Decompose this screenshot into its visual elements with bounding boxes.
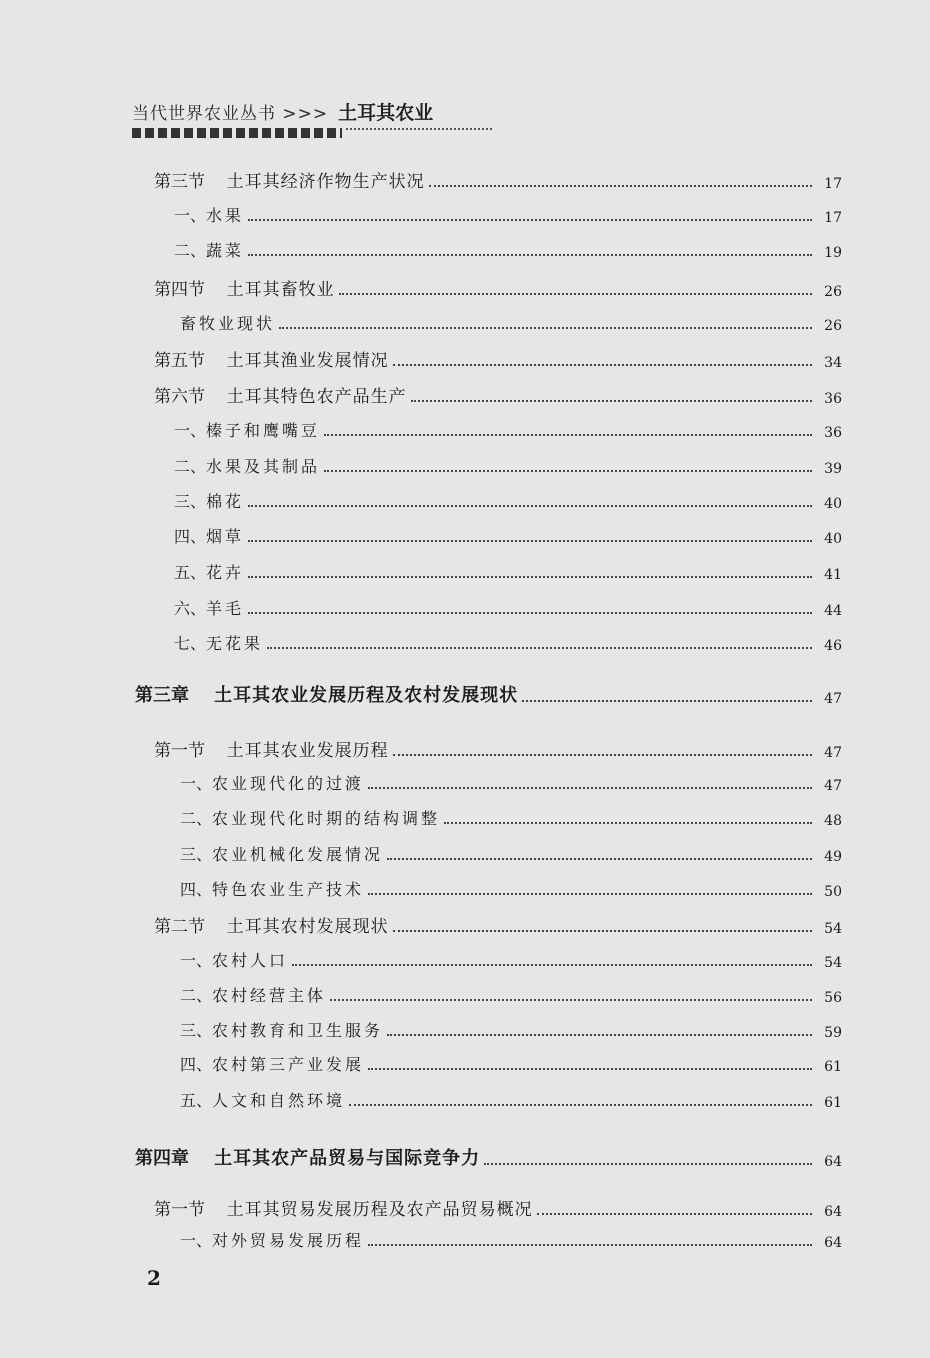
toc-entry-title [174,418,320,441]
toc-entry-title-text: 榛子和鹰嘴豆 [206,421,321,440]
toc-leader-dots [279,327,812,329]
toc-section-entry [154,912,842,937]
toc-entry-title [180,1018,383,1041]
toc-entry-number: 四、 [180,1055,213,1074]
toc-page-number: 40 [824,531,842,547]
toc-entry-title-text: 土耳其农业发展历程 [226,741,389,761]
toc-section-entry [154,382,842,407]
toc-page-number: 50 [824,884,842,900]
toc-section-entry [154,1195,842,1220]
toc-entry-title-text: 农村教育和卫生服务 [212,1021,384,1040]
book-title: 土耳其农业 [338,102,434,124]
toc-leader-dots [444,822,812,824]
toc-leader-dots [339,293,812,295]
toc-entry-title-text: 土耳其贸易发展历程及农产品贸易概况 [226,1200,533,1220]
toc-page-number: 34 [824,355,842,371]
toc-item-entry [174,489,842,512]
toc-page-number: 47 [824,778,842,794]
toc-item-entry [174,524,842,547]
toc-entry-title [174,454,320,477]
toc-entry-number: 第六节 [154,387,227,407]
toc-entry-title [154,275,335,300]
toc-leader-dots [368,1068,812,1070]
toc-page-number: 61 [824,1095,842,1111]
toc-page-number: 61 [824,1059,842,1075]
toc-item-entry [180,1018,842,1041]
header-block-bar [132,128,342,138]
toc-leader-dots [330,999,812,1001]
toc-entry-title [135,1144,480,1170]
toc-entry-title-text: 花卉 [206,563,245,582]
toc-entry-title [174,238,244,261]
toc-entry-title-text: 农村第三产业发展 [212,1055,365,1074]
toc-item-entry [180,771,842,794]
toc-entry-title [154,1195,533,1220]
toc-section-entry [154,346,842,371]
toc-entry-title [154,912,389,937]
toc-entry-number: 第三章 [135,685,215,706]
toc-entry-number: 七、 [174,634,207,653]
toc-page-number: 36 [824,425,842,441]
toc-leader-dots [349,1104,812,1106]
toc-item-entry [180,311,842,334]
toc-entry-number: 第四章 [135,1148,215,1169]
toc-entry-title-text: 土耳其畜牧业 [226,280,335,300]
toc-page-number: 40 [824,496,842,512]
toc-leader-dots [248,505,812,507]
toc-entry-title-text: 无花果 [206,634,264,653]
toc-page-number: 64 [824,1204,842,1220]
toc-entry-number: 第五节 [154,351,227,371]
toc-entry-title-text: 土耳其经济作物生产状况 [226,172,425,192]
toc-entry-title [180,983,326,1006]
toc-entry-number: 二、 [180,809,213,828]
toc-entry-number: 四、 [180,880,213,899]
toc-page-number: 26 [824,284,842,300]
toc-entry-number: 第三节 [154,172,227,192]
series-name: 当代世界农业丛书 >>> [132,104,329,124]
toc-leader-dots [324,470,812,472]
toc-entry-number: 四、 [174,527,207,546]
toc-entry-number: 第二节 [154,917,227,937]
toc-page-number: 17 [824,176,842,192]
toc-entry-number: 六、 [174,599,207,618]
toc-chapter-entry [135,1144,842,1170]
toc-entry-title [174,489,244,512]
toc-entry-title [154,382,407,407]
toc-leader-dots [387,858,812,860]
toc-item-entry [180,1052,842,1075]
toc-chapter-entry [135,681,842,707]
toc-entry-number: 一、 [174,421,207,440]
toc-item-entry [180,948,842,971]
toc-entry-number: 一、 [180,951,213,970]
toc-page-number: 56 [824,990,842,1006]
toc-leader-dots [393,930,812,932]
toc-item-entry [180,1088,842,1111]
toc-leader-dots [248,219,812,221]
toc-page-number: 46 [824,638,842,654]
toc-entry-title-text: 畜牧业现状 [180,314,276,333]
toc-entry-title-text: 农业现代化的过渡 [212,774,365,793]
toc-section-entry [154,167,842,192]
toc-entry-title-text: 对外贸易发展历程 [212,1231,365,1250]
toc-entry-number: 三、 [180,1021,213,1040]
toc-entry-title [180,948,288,971]
toc-entry-title [180,771,364,794]
toc-page-number: 44 [824,603,842,619]
toc-section-entry [154,736,842,761]
toc-entry-title-text: 土耳其渔业发展情况 [226,351,389,371]
toc-item-entry [174,631,842,654]
toc-page-number: 19 [824,245,842,261]
toc-item-entry [174,203,842,226]
toc-item-entry [180,877,842,900]
toc-entry-number: 三、 [174,492,207,511]
toc-entry-number: 第一节 [154,1200,227,1220]
page-number: 2 [147,1266,161,1290]
toc-leader-dots [324,434,812,436]
toc-leader-dots [292,964,812,966]
toc-entry-title-text: 土耳其农业发展历程及农村发展现状 [214,685,519,706]
toc-entry-title-text: 农业现代化时期的结构调整 [212,809,441,828]
toc-leader-dots [393,754,812,756]
toc-entry-number: 一、 [180,774,213,793]
toc-page-number: 47 [824,691,842,707]
toc-item-entry [180,1228,842,1251]
toc-entry-title-text: 蔬菜 [206,241,245,260]
toc-entry-number: 二、 [174,457,207,476]
toc-page-number: 54 [824,955,842,971]
toc-entry-title [154,167,425,192]
running-header [132,98,492,125]
toc-entry-title [154,736,389,761]
toc-page-number: 49 [824,849,842,865]
toc-entry-title-text: 羊毛 [206,599,245,618]
toc-entry-title [180,1088,345,1111]
toc-entry-title [180,806,440,829]
toc-entry-title-text: 水果 [206,206,245,225]
toc-page-number: 64 [824,1235,842,1251]
toc-entry-number: 第四节 [154,280,227,300]
header-rule [132,128,492,138]
toc-leader-dots [368,1244,812,1246]
toc-entry-title [180,877,364,900]
toc-entry-number: 第一节 [154,741,227,761]
toc-entry-title [135,681,518,707]
toc-page-number: 59 [824,1025,842,1041]
toc-entry-title-text: 土耳其特色农产品生产 [226,387,407,407]
toc-entry-number: 二、 [174,241,207,260]
toc-entry-title-text: 土耳其农村发展现状 [226,917,389,937]
toc-leader-dots [248,540,812,542]
toc-entry-title [174,524,244,547]
toc-page-number: 26 [824,318,842,334]
toc-entry-title [154,346,389,371]
toc-entry-title-text: 棉花 [206,492,245,511]
toc-page-number: 64 [824,1154,842,1170]
toc-entry-number: 五、 [174,563,207,582]
toc-page-number: 17 [824,210,842,226]
toc-leader-dots [393,364,812,366]
toc-leader-dots [522,700,812,702]
toc-entry-number: 一、 [174,206,207,225]
toc-item-entry [180,806,842,829]
toc-entry-title [180,311,275,334]
toc-entry-title-text: 人文和自然环境 [212,1091,346,1110]
toc-entry-title [174,560,244,583]
toc-leader-dots [387,1034,812,1036]
toc-entry-title [174,596,244,619]
toc-item-entry [174,238,842,261]
toc-item-entry [174,418,842,441]
toc-item-entry [180,842,842,865]
toc-leader-dots [429,185,812,187]
toc-entry-title [174,631,263,654]
toc-entry-title [174,203,244,226]
toc-page-number: 47 [824,745,842,761]
toc-page-number: 54 [824,921,842,937]
toc-entry-title-text: 特色农业生产技术 [212,880,365,899]
toc-page-number: 41 [824,567,842,583]
toc-entry-title-text: 农村人口 [212,951,289,970]
toc-page-number: 39 [824,461,842,477]
toc-leader-dots [368,893,812,895]
toc-leader-dots [267,647,812,649]
toc-section-entry [154,275,842,300]
toc-item-entry [174,560,842,583]
toc-entry-title-text: 农业机械化发展情况 [212,845,384,864]
toc-leader-dots [484,1163,812,1165]
toc-entry-number: 二、 [180,986,213,1005]
toc-page-number: 36 [824,391,842,407]
toc-leader-dots [537,1213,812,1215]
toc-entry-title-text: 烟草 [206,527,245,546]
toc-entry-title [180,1052,364,1075]
toc-entry-title-text: 农村经营主体 [212,986,327,1005]
toc-item-entry [180,983,842,1006]
toc-item-entry [174,454,842,477]
toc-entry-number: 五、 [180,1091,213,1110]
toc-entry-number: 一、 [180,1231,213,1250]
header-dotted-line [346,128,492,130]
toc-leader-dots [248,612,812,614]
toc-entry-number: 三、 [180,845,213,864]
toc-item-entry [174,596,842,619]
toc-entry-title [180,1228,364,1251]
toc-entry-title [180,842,383,865]
toc-entry-title-text: 土耳其农产品贸易与国际竞争力 [214,1148,481,1169]
toc-entry-title-text: 水果及其制品 [206,457,321,476]
toc-leader-dots [368,787,812,789]
toc-page-number: 48 [824,813,842,829]
toc-leader-dots [411,400,812,402]
toc-leader-dots [248,254,812,256]
toc-leader-dots [248,576,812,578]
